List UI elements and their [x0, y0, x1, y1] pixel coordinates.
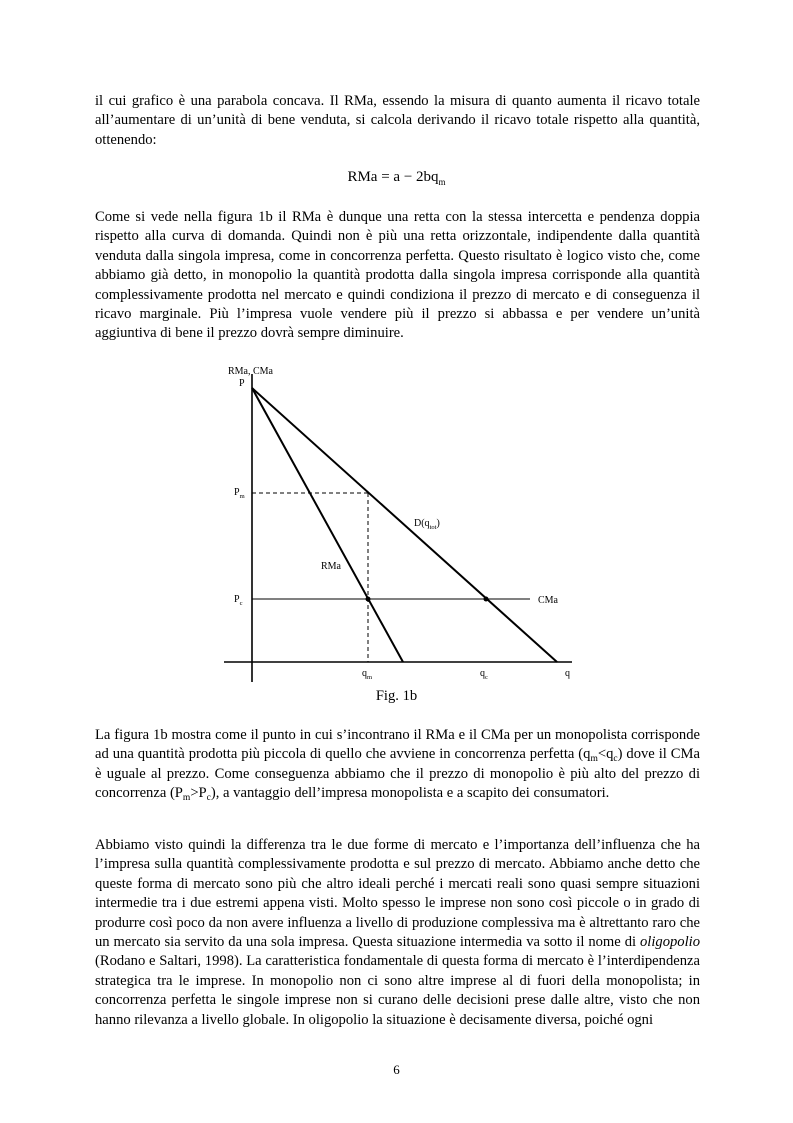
formula-subscript: m [438, 177, 446, 187]
rma-label: RMa [321, 561, 341, 572]
pc-label: $P_c$ [234, 594, 243, 607]
q-axis-label: q [565, 668, 570, 679]
pm-label: $P_m$ [234, 487, 245, 500]
paragraph-figure-explanation: Come si vede nella figura 1b il RMa è dunque una retta con la stessa intercetta e pendenza doppia rispetto alla curva di domanda. Quindi non è più una retta orizzontale, indipendente dalla quantità venduta dalla singola impresa, come in concorrenza perfetta. Questo risultato è logico visto che, come abbiamo già detto, in monopolio la quantità prodotta dalla singola impresa corrisponde alla quantità complessivamente prodotta nel mercato e quindi condiziona il prezzo di mercato e di conseguenza il ricavo marginale. Più l’impresa vuole vendere più il prezzo si abbassa e per vendere un’unità aggiuntiva di bene il prezzo dovrà sempre diminuire. [95, 209, 700, 342]
cma-label: CMa [538, 595, 558, 606]
qc-label: $q_c$ [480, 668, 488, 681]
formula-text: RMa = a − 2bq [347, 169, 439, 185]
figure-caption: Fig. 1b [375, 688, 418, 704]
y-axis-label: RMa, CMa [228, 366, 273, 377]
demand-line [252, 388, 557, 662]
rma-line [252, 388, 403, 662]
qm-label: $q_m$ [362, 668, 373, 681]
competition-intersection-point [484, 597, 489, 602]
paragraph-monopoly-comparison: La figura 1b mostra come il punto in cui s’incontrano il RMa e il CMa per un monopolista corrisponde ad una quantità prodotta più piccola di quello che avviene in concorrenza perfetta $(q_m<q_c)$ dove il CMa è uguale al prezzo. Come conseguenza abbiamo che il prezzo di monopolio è più alto del prezzo di concorrenza $(P_m>P_c)$, a vantaggio dell’impresa monopolista e a scapito dei consumatori. [95, 727, 700, 804]
paragraph-intro: il cui grafico è una parabola concava. Il RMa, essendo la misura di quanto aumenta il ricavo totale all’aumentare di un’unità di bene venduta, si calcola derivando il ricavo totale rispetto alla quantità, ottenendo: [95, 93, 700, 148]
formula-rma [0, 169, 793, 187]
figure-1b-diagram [0, 360, 793, 690]
origin-price-label: P [239, 378, 245, 389]
monopoly-intersection-point [366, 597, 371, 602]
page-number: 6 [393, 1062, 400, 1077]
demand-label: $D(q_{tot})$ [414, 518, 440, 531]
paragraph-oligopoly: Abbiamo visto quindi la differenza tra le due forme di mercato e l’importanza dell’influenza che ha l’impresa sulla quantità complessivamente prodotta e sul prezzo di mercato. Abbiamo anche detto che queste forma di mercato sono più che altro ideali perché i mercati reali sono quasi sempre situazioni intermedie tra i due estremi appena visti. Molto spesso le imprese non sono così piccole o in grado di produrre così poco da non avere influenza a livello di produzione complessiva ma è altrettanto raro che un mercato sia servito da una sola impresa. Questa situazione intermedia va sotto il nome di oligopolio (Rodano e Saltari, 1998). La caratteristica fondamentale di questa forma di mercato è l’interdipendenza strategica tra le imprese. In monopolio non ci sono altre imprese al di fuori della monopolista; in concorrenza perfetta le singole imprese non si curano delle decisioni prese dalle altre, visto che non hanno rilevanza a livello globale. In oligopolio la situazione è decisamente diversa, poiché ogni [95, 837, 700, 1028]
